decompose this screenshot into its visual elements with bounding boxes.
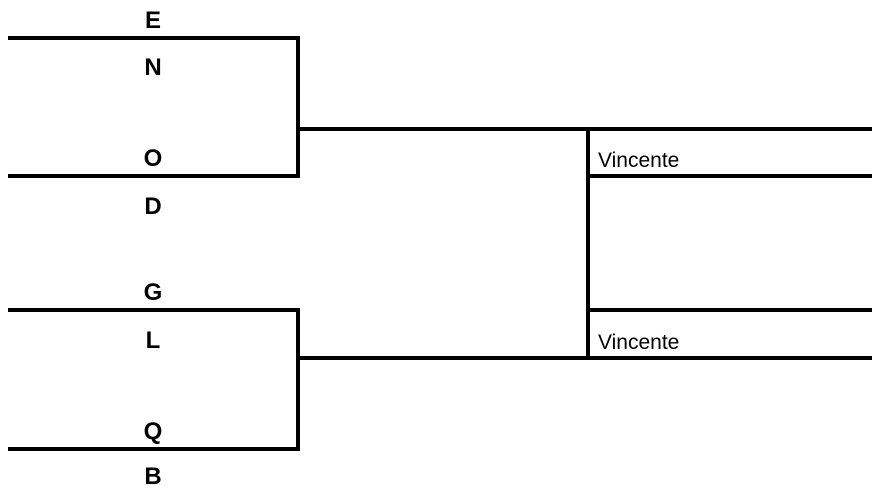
winner-name-2: Vincente: [598, 331, 680, 354]
winner-name-1: Vincente: [598, 149, 680, 172]
slot-letter-3: O: [143, 145, 163, 172]
slot-letter-1: E: [144, 7, 162, 34]
slot-letters: [144, 7, 163, 489]
slot-letter-2: N: [144, 54, 162, 81]
winner-lines: [588, 176, 872, 310]
slot-letter-4: D: [144, 193, 162, 220]
slot-letter-5: G: [143, 279, 163, 306]
slot-letter-6: L: [145, 327, 161, 354]
slot-letter-8: B: [144, 463, 162, 489]
slot-letter-7: Q: [143, 418, 163, 445]
winner-names: [598, 149, 679, 354]
round2-bracket: [298, 129, 872, 358]
